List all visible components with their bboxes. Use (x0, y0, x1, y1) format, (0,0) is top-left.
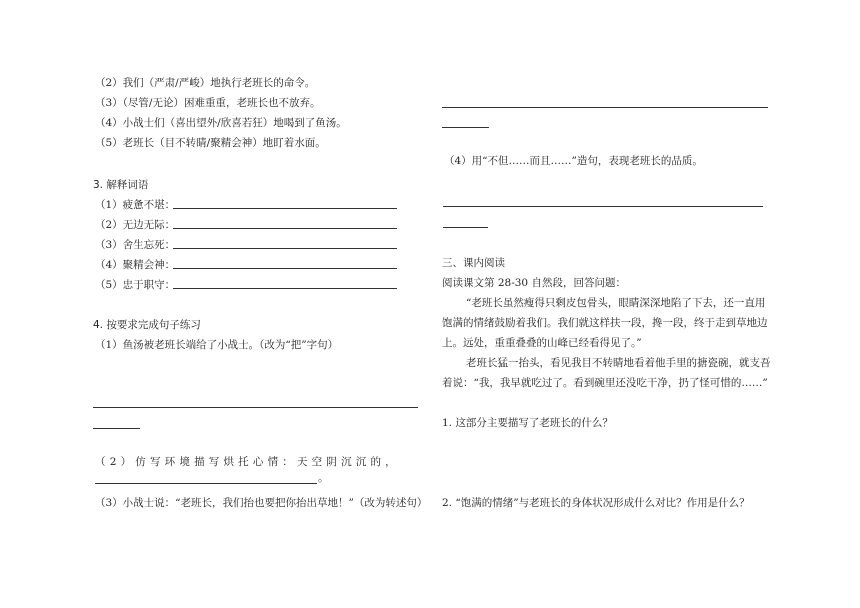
passage-line-5: 着说：“我，我早就吃过了。看到碗里还没吃干净，扔了怪可惜的……” (442, 377, 768, 389)
reading-question-1: 1. 这部分主要描写了老班长的什么？ (442, 417, 613, 429)
term-4-label: （4）聚精会神： (95, 259, 176, 271)
term-3-answer-line[interactable] (173, 248, 397, 249)
q4-answer-line[interactable] (443, 206, 763, 207)
sec2-item-3: （3）（尽管/无论）困难重重，老班长也不放弃。 (95, 97, 321, 109)
q1-answer-line[interactable] (93, 407, 418, 408)
term-2-label: （2）无边无际： (95, 219, 176, 231)
section-title: 三、课内阅读 (442, 257, 505, 269)
sec4-question-2: （2）仿写环境描写烘托心情：天空阴沉沉的， (95, 456, 400, 468)
passage-line-3: 上。远处，重重叠叠的山峰已经看得见了。” (442, 337, 642, 349)
term-2 (95, 218, 175, 232)
passage-line-2: 饱满的情绪鼓励着我们。我们就这样扶一段，搀一段，终于走到草地边 (442, 317, 768, 329)
q3-answer-line[interactable] (442, 107, 768, 108)
sec2-item-2: （2）我们（严肃/严峻）地执行老班长的命令。 (95, 77, 316, 89)
term-1 (95, 198, 175, 212)
sec2-item-4: （4）小战士们（喜出望外/欣喜若狂）地喝到了鱼汤。 (95, 117, 347, 129)
q2-period: 。 (318, 472, 329, 484)
term-4 (95, 258, 175, 272)
term-3 (95, 238, 175, 252)
reading-question-2: 2. “饱满的情绪”与老班长的身体状况形成什么对比？作用是什么？ (442, 497, 750, 509)
term-2-answer-line[interactable] (173, 228, 397, 229)
sec4-title: 4. 按要求完成句子练习 (93, 319, 201, 331)
term-1-label: （1）疲惫不堪： (95, 199, 176, 211)
term-4-answer-line[interactable] (173, 268, 397, 269)
reading-instruction: 阅读课文第 28-30 自然段，回答问题： (442, 277, 626, 289)
sec4-question-1: （1）鱼汤被老班长端给了小战士。（改为“把”字句） (95, 339, 339, 351)
passage-line-4: 老班长猛一抬头，看见我目不转睛地看着他手里的搪瓷碗，就支吾 (466, 357, 771, 369)
sec3-title: 3. 解释词语 (93, 179, 149, 191)
question-4: （4）用“不但……而且……”造句，表现老班长的品质。 (444, 155, 703, 167)
q1-answer-line-cont[interactable] (93, 428, 140, 429)
term-3-label: （3）舍生忘死： (95, 239, 176, 251)
term-5 (95, 278, 175, 292)
q4-answer-line-cont[interactable] (443, 227, 488, 228)
sec4-question-3: （3）小战士说：“老班长，我们抬也要把你抬出草地！”（改为转述句） (95, 497, 428, 509)
q2-answer-line[interactable] (95, 483, 317, 484)
term-5-label: （5）忠于职守： (95, 279, 176, 291)
term-5-answer-line[interactable] (173, 288, 397, 289)
sec2-item-5: （5）老班长（目不转睛/聚精会神）地盯着水面。 (95, 137, 326, 149)
passage-line-1: “老班长虽然瘦得只剩皮包骨头，眼睛深深地陷了下去，还一直用 (466, 297, 766, 309)
q3-answer-line-cont[interactable] (442, 127, 489, 128)
term-1-answer-line[interactable] (173, 208, 397, 209)
